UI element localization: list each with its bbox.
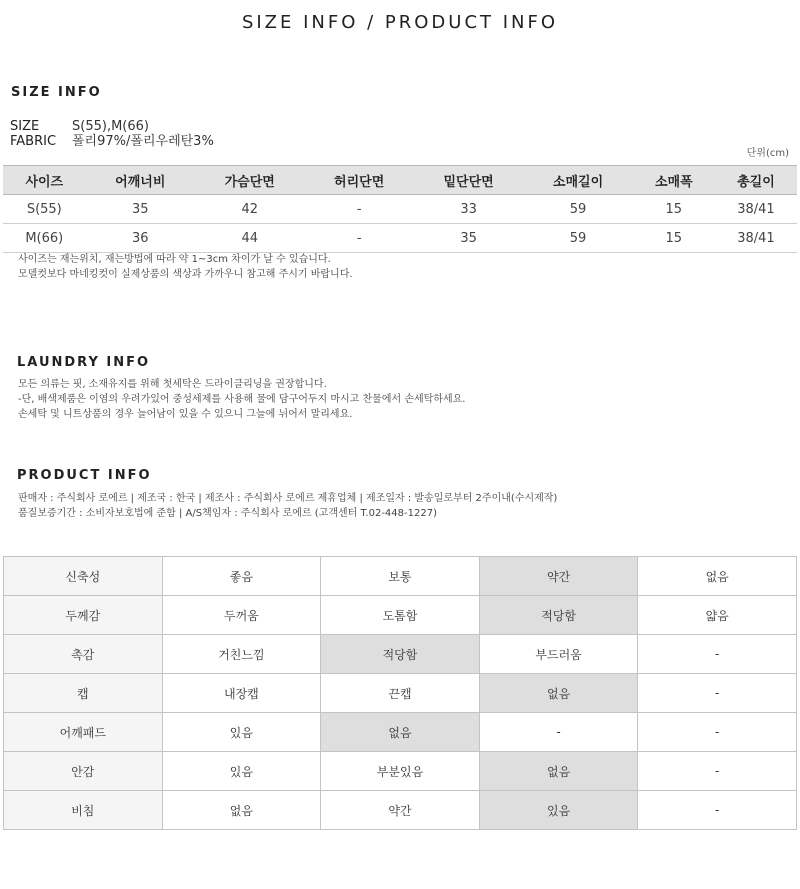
product-notes	[18, 491, 557, 521]
attribute-label: 캡	[4, 674, 163, 713]
product-attribute-table	[3, 556, 797, 830]
table-row	[3, 195, 797, 224]
product-line: 판매자 : 주식회사 로에르 | 제조국 : 한국 | 제조사 : 주식회사 로에르 제휴업체 | 제조일자 : 발송일로부터 2주이내(수시제작)	[18, 493, 558, 504]
table-cell: -	[304, 224, 413, 253]
attribute-label: 촉감	[4, 635, 163, 674]
attribute-option: 두꺼움	[162, 596, 321, 635]
size-note-line: 사이즈는 재는위치, 재는방법에 따라 약 1~3cm 차이가 날 수 있습니다.	[18, 254, 331, 265]
table-cell: S(55)	[3, 195, 86, 224]
attribute-option-selected: 있음	[479, 791, 638, 830]
attribute-option: 얇음	[638, 596, 797, 635]
attribute-option: -	[479, 713, 638, 752]
attribute-option: 없음	[638, 557, 797, 596]
attribute-option: -	[638, 752, 797, 791]
col-header-size: 사이즈	[3, 166, 86, 195]
col-header-shoulder: 어깨너비	[86, 166, 195, 195]
col-header-total-length: 총길이	[715, 166, 797, 195]
size-spec-row	[10, 119, 214, 134]
table-row	[4, 713, 797, 752]
table-cell: 38/41	[715, 224, 797, 253]
attribute-option: 있음	[162, 752, 321, 791]
size-note-line: 모델컷보다 마네킹컷이 실제상품의 색상과 가까우니 참고해 주시기 바랍니다.	[18, 269, 353, 280]
laundry-info-title: LAUNDRY INFO	[17, 355, 151, 370]
size-label: SIZE	[10, 119, 40, 134]
fabric-value: 폴리97%/폴리우레탄3%	[72, 134, 214, 149]
table-row	[4, 791, 797, 830]
attribute-option: 끈캡	[321, 674, 480, 713]
table-cell: M(66)	[3, 224, 86, 253]
table-row	[4, 557, 797, 596]
table-cell: 44	[195, 224, 304, 253]
attribute-option: 도톰함	[321, 596, 480, 635]
attribute-label: 신축성	[4, 557, 163, 596]
attribute-option: 좋음	[162, 557, 321, 596]
attribute-option: 없음	[162, 791, 321, 830]
col-header-chest: 가슴단면	[195, 166, 304, 195]
attribute-option: 부드러움	[479, 635, 638, 674]
laundry-line: 모든 의류는 핏, 소재유지를 위해 첫세탁은 드라이클리닝을 권장합니다.	[18, 379, 327, 390]
attribute-label: 안감	[4, 752, 163, 791]
attribute-option: 있음	[162, 713, 321, 752]
product-line: 품질보증기간 : 소비자보호법에 준함 | A/S책임자 : 주식회사 로에르 (고객센터 T.02-448-1227)	[18, 508, 437, 519]
size-table	[3, 165, 797, 253]
size-notes	[18, 252, 353, 282]
col-header-sleeve-width: 소매폭	[633, 166, 715, 195]
size-value: S(55),M(66)	[72, 119, 149, 134]
table-cell: 42	[195, 195, 304, 224]
table-row	[4, 752, 797, 791]
attribute-label: 두께감	[4, 596, 163, 635]
attribute-option: -	[638, 791, 797, 830]
table-cell: 35	[86, 195, 195, 224]
attribute-option: 보통	[321, 557, 480, 596]
attribute-option: -	[638, 713, 797, 752]
attribute-option: -	[638, 674, 797, 713]
attribute-option-selected: 적당함	[321, 635, 480, 674]
attribute-option-selected: 없음	[479, 674, 638, 713]
attribute-option: -	[638, 635, 797, 674]
page-title: SIZE INFO / PRODUCT INFO	[241, 12, 559, 33]
table-cell: 59	[523, 195, 632, 224]
attribute-option: 내장캡	[162, 674, 321, 713]
table-cell: 38/41	[715, 195, 797, 224]
attribute-option-selected: 없음	[479, 752, 638, 791]
table-cell: 36	[86, 224, 195, 253]
table-cell: 35	[414, 224, 523, 253]
table-cell: -	[304, 195, 413, 224]
size-table-header-row	[3, 166, 797, 195]
attribute-option-selected: 없음	[321, 713, 480, 752]
table-cell: 15	[633, 195, 715, 224]
table-row	[4, 596, 797, 635]
fabric-spec-row	[10, 134, 214, 149]
table-cell: 33	[414, 195, 523, 224]
fabric-label: FABRIC	[10, 134, 57, 149]
laundry-line: 손세탁 및 니트상품의 경우 늘어남이 있을 수 있으니 그늘에 뉘어서 말리세요.	[18, 409, 353, 420]
attribute-label: 어깨패드	[4, 713, 163, 752]
table-cell: 15	[633, 224, 715, 253]
laundry-notes	[18, 377, 465, 422]
unit-label: 단위(cm)	[746, 148, 789, 159]
col-header-waist: 허리단면	[304, 166, 413, 195]
col-header-sleeve-length: 소매길이	[523, 166, 632, 195]
attribute-option-selected: 적당함	[479, 596, 638, 635]
col-header-hem: 밑단단면	[414, 166, 523, 195]
table-row	[4, 635, 797, 674]
attribute-option: 거친느낌	[162, 635, 321, 674]
laundry-line: -단, 배색제품은 이염의 우려가있어 중성세제를 사용해 물에 담구어두지 마시고 찬물에서 손세탁하세요.	[18, 394, 466, 405]
attribute-option-selected: 약간	[479, 557, 638, 596]
size-info-title: SIZE INFO	[11, 85, 102, 100]
attribute-label: 비침	[4, 791, 163, 830]
table-row	[4, 674, 797, 713]
product-info-title: PRODUCT INFO	[17, 468, 152, 483]
spec-block	[10, 119, 214, 149]
table-row	[3, 224, 797, 253]
table-cell: 59	[523, 224, 632, 253]
attribute-option: 약간	[321, 791, 480, 830]
attribute-option: 부분있음	[321, 752, 480, 791]
